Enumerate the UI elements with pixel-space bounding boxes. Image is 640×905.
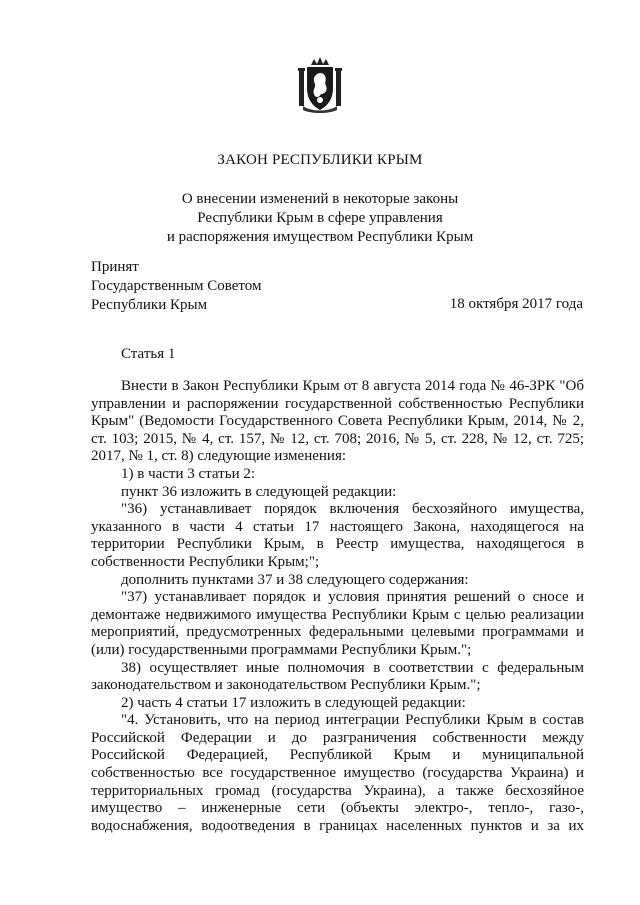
paragraph: "37) устанавливает порядок и условия принятия решений о сносе и демонтаже недвижимого имущества Республики Крым с целью реализации мероприятий, предусмотренных федеральными целевыми программами и (или) государственными программами Республики Крым.";: [91, 589, 584, 658]
adoption-line: Принят: [91, 259, 139, 275]
subtitle-line: и распоряжения имуществом Республики Крым: [166, 229, 474, 245]
adoption-line: Государственным Советом: [91, 278, 262, 294]
adoption-line: Республики Крым: [91, 297, 208, 313]
subtitle-line: О внесении изменений в некоторые законы: [181, 191, 459, 207]
law-title: ЗАКОН РЕСПУБЛИКИ КРЫМ: [217, 152, 423, 168]
paragraph: 38) осуществляет иные полномочия в соответствии с федеральным законодательством и законодательством Республики Крым.";: [91, 659, 584, 694]
crimea-coat-of-arms-icon: [297, 56, 343, 114]
adoption-date: 18 октября 2017 года: [449, 296, 583, 312]
paragraph: 1) в части 3 статьи 2:: [121, 465, 256, 482]
article-heading: Статья 1: [121, 346, 176, 362]
paragraph: Внести в Закон Республики Крым от 8 августа 2014 года № 46-ЗРК "Об управлении и распоряжении государственной собственностью Республики Крым" (Ведомости Государственного Совета Республики Крым, 2014, № 2, ст. 103; 2015, № 4, ст. 157, № 12, ст. 708; 2016, № 5, ст. 228, № 12, ст. 725; 2017, № 1, ст. 8) следующие изменения:: [91, 378, 584, 465]
paragraph: "36) устанавливает порядок включения бесхозяйного имущества, указанного в части 4 статьи 17 настоящего Закона, находящегося на территории Республики Крым, в Реестр имущества, находящегося в собственности Республики Крым;";: [91, 501, 584, 570]
adoption-block: [91, 258, 262, 315]
subtitle-line: Республики Крым в сфере управления: [197, 210, 443, 226]
article-body: [91, 378, 584, 835]
paragraph: пункт 36 изложить в следующей редакции:: [121, 483, 397, 500]
law-subtitle: [0, 190, 640, 247]
paragraph: дополнить пунктами 37 и 38 следующего содержания:: [121, 571, 469, 588]
paragraph: "4. Установить, что на период интеграции Республики Крым в состав Российской Федерации и до разграничения собственности между Российской Федерацией, Республикой Крым и муниципальной собственностью все государственное имущество (государства Украина) и территориальных громад (государства Украина), а также бесхозяйное имущество – инженерные сети (объекты электро-, тепло-, газо-, водоснабжения, водоотведения в границах населенных пунктов и за их: [91, 712, 584, 834]
paragraph: 2) часть 4 статьи 17 изложить в следующей редакции:: [121, 694, 466, 711]
